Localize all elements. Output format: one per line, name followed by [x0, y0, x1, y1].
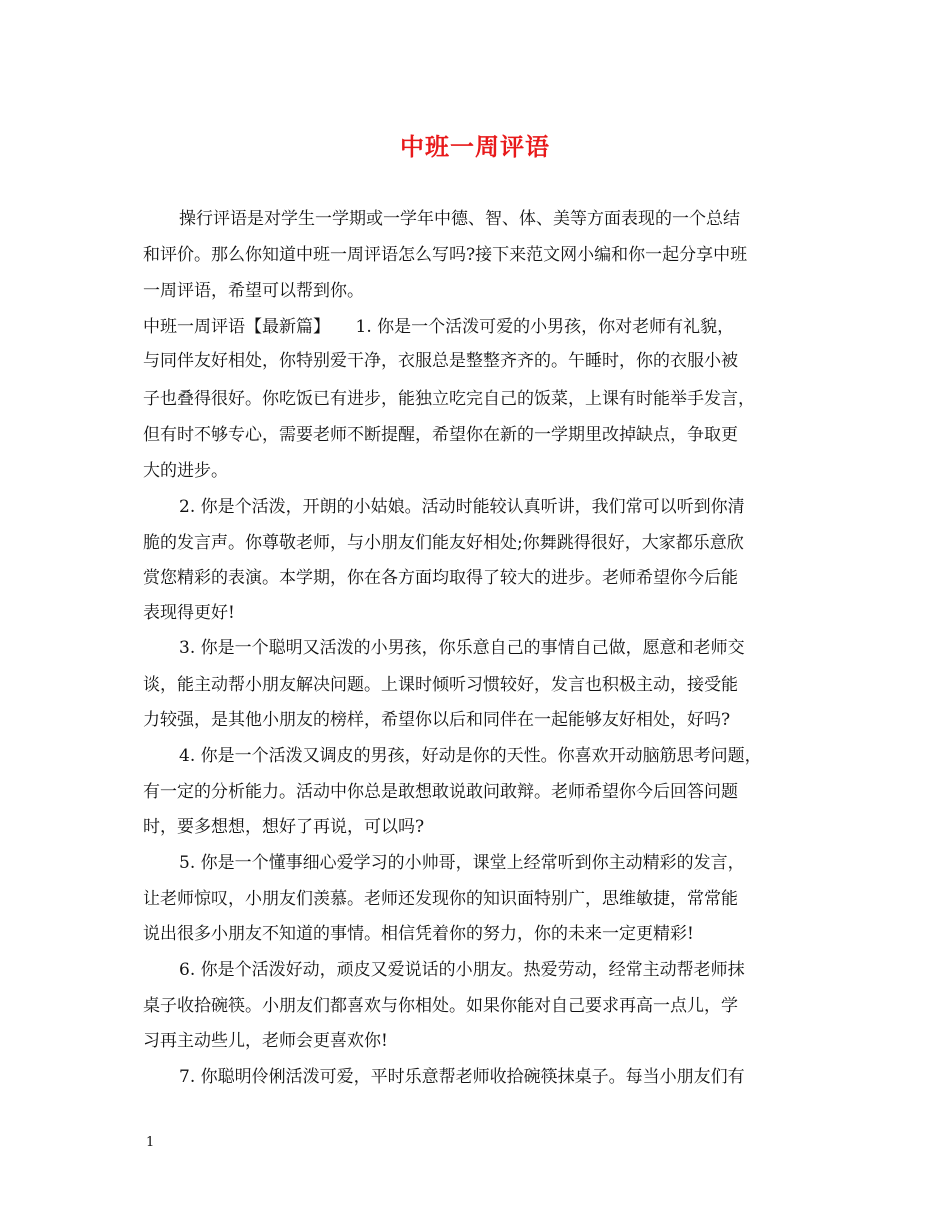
- text-line: 一周评语，希望可以帮到你。: [143, 281, 364, 301]
- text-line: 谈，能主动帮小朋友解决问题。上课时倾听习惯较好，发言也积极主动，接受能: [143, 675, 738, 695]
- text-line: 有一定的分析能力。活动中你总是敢想敢说敢问敢辩。老师希望你今后回答问题: [143, 782, 738, 802]
- text-line: 桌子收拾碗筷。小朋友们都喜欢与你相处。如果你能对自己要求再高一点儿，学: [143, 996, 738, 1016]
- text-line: 让老师惊叹，小朋友们羡慕。老师还发现你的知识面特别广，思维敏捷，常常能: [143, 889, 738, 909]
- text-line: 习再主动些儿，老师会更喜欢你!: [143, 1031, 388, 1051]
- text-line: 4. 你是一个活泼又调皮的男孩，好动是你的天性。你喜欢开动脑筋思考问题，: [179, 746, 762, 766]
- text-line: 但有时不够专心，需要老师不断提醒，希望你在新的一学期里改掉缺点，争取更: [143, 425, 738, 445]
- text-line: 表现得更好!: [143, 603, 235, 623]
- text-line: 大的进步。: [143, 461, 228, 481]
- text-line: 2. 你是个活泼，开朗的小姑娘。活动时能较认真听讲，我们常可以听到你清: [179, 497, 745, 517]
- text-line: 5. 你是一个懂事细心爱学习的小帅哥，课堂上经常听到你主动精彩的发言，: [179, 853, 745, 873]
- text-line: 操行评语是对学生一学期或一学年中德、智、体、美等方面表现的一个总结: [179, 209, 740, 229]
- text-line: 3. 你是一个聪明又活泼的小男孩，你乐意自己的事情自己做，愿意和老师交: [179, 638, 745, 658]
- text-line: 6. 你是个活泼好动，顽皮又爱说话的小朋友。热爱劳动，经常主动帮老师抹: [179, 960, 745, 980]
- text-line: 时，要多想想，想好了再说，可以吗?: [143, 817, 425, 837]
- text-line: 脆的发言声。你尊敬老师，与小朋友们能友好相处;你舞跳得很好，大家都乐意欣: [143, 533, 744, 553]
- page-number: 1: [146, 1135, 155, 1150]
- text-line: 和评价。那么你知道中班一周评语怎么写吗?接下来范文网小编和你一起分享中班: [143, 245, 748, 265]
- document-title: 中班一周评语: [400, 132, 550, 161]
- text-line: 中班一周评语【最新篇】 1. 你是一个活泼可爱的小男孩，你对老师有礼貌，: [143, 317, 735, 337]
- text-line: 说出很多小朋友不知道的事情。相信凭着你的努力，你的未来一定更精彩!: [143, 924, 694, 944]
- text-line: 子也叠得很好。你吃饭已有进步，能独立吃完自己的饭菜，上课有时能举手发言，: [143, 389, 755, 409]
- text-line: 与同伴友好相处，你特别爱干净，衣服总是整整齐齐的。午睡时，你的衣服小被: [143, 351, 738, 371]
- text-line: 力较强，是其他小朋友的榜样，希望你以后和同伴在一起能够友好相处，好吗?: [143, 710, 731, 730]
- text-line: 7. 你聪明伶俐活泼可爱，平时乐意帮老师收拾碗筷抹桌子。每当小朋友们有: [179, 1067, 745, 1087]
- text-line: 赏您精彩的表演。本学期，你在各方面均取得了较大的进步。老师希望你今后能: [143, 568, 738, 588]
